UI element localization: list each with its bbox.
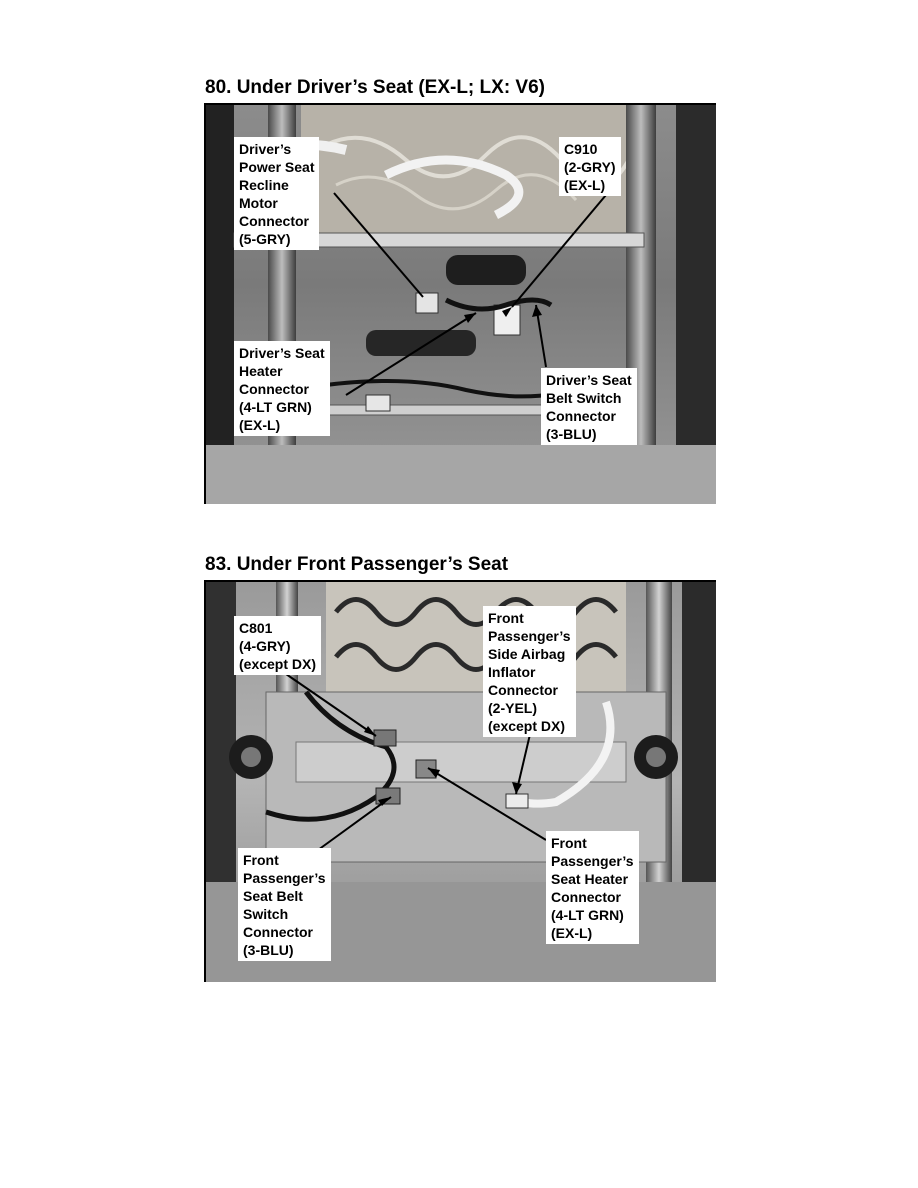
callout-line: Connector — [546, 408, 616, 424]
callout-line: Heater — [239, 363, 283, 379]
callout-line: (EX-L) — [239, 417, 281, 433]
callout-line: Driver’s Seat — [239, 345, 325, 361]
callout-line: (2-GRY) — [564, 159, 616, 175]
callout-line: Front — [488, 610, 524, 626]
callout-line: Switch — [243, 906, 289, 922]
callout-line: (except DX) — [239, 656, 317, 672]
callout-line: Passenger’s — [243, 870, 326, 886]
callout-line: Seat Belt — [243, 888, 303, 904]
callout-line: Driver’s — [239, 141, 292, 157]
callout-line: (EX-L) — [551, 925, 593, 941]
callout-line: (4-GRY) — [239, 638, 291, 654]
section-80-title: 80. Under Driver’s Seat (EX-L; LX: V6) — [205, 77, 545, 98]
callout-line: Connector — [243, 924, 313, 940]
callout-c801 — [234, 616, 321, 675]
callout-line: C910 — [564, 141, 598, 157]
callout-recline-motor-connector — [234, 137, 319, 250]
callout-line: (except DX) — [488, 718, 566, 734]
callout-driver-seat-heater-connector — [234, 341, 330, 436]
callout-c910 — [559, 137, 621, 196]
callout-line: (5-GRY) — [239, 231, 291, 247]
section-83-title: 83. Under Front Passenger’s Seat — [205, 554, 509, 575]
callout-line: Motor — [239, 195, 278, 211]
callout-line: Front — [551, 835, 587, 851]
callout-line: Front — [243, 852, 279, 868]
callout-line: (4-LT GRN) — [239, 399, 312, 415]
callout-line: Side Airbag — [488, 646, 566, 662]
callout-line: Inflator — [488, 664, 536, 680]
callout-line: (4-LT GRN) — [551, 907, 624, 923]
callout-line: (3-BLU) — [546, 426, 597, 442]
callout-line: (2-YEL) — [488, 700, 537, 716]
passenger-seat-photo — [204, 580, 716, 982]
callout-line: Recline — [239, 177, 289, 193]
callout-line: Connector — [488, 682, 558, 698]
callout-line: Connector — [239, 381, 309, 397]
callout-line: Power Seat — [239, 159, 315, 175]
callout-line: Belt Switch — [546, 390, 622, 406]
callout-driver-seat-belt-switch-connector — [541, 368, 637, 445]
callout-side-airbag-inflator-connector — [483, 606, 576, 737]
callout-passenger-seat-belt-switch-connector — [238, 848, 331, 961]
callout-line: Seat Heater — [551, 871, 629, 887]
callout-line: Passenger’s — [551, 853, 634, 869]
callout-passenger-seat-heater-connector — [546, 831, 639, 944]
callout-line: Driver’s Seat — [546, 372, 632, 388]
callout-line: Connector — [239, 213, 309, 229]
callout-line: C801 — [239, 620, 273, 636]
driver-seat-photo — [204, 103, 716, 504]
callout-line: Passenger’s — [488, 628, 571, 644]
callout-line: (3-BLU) — [243, 942, 294, 958]
callout-line: Connector — [551, 889, 621, 905]
callout-line: (EX-L) — [564, 177, 606, 193]
